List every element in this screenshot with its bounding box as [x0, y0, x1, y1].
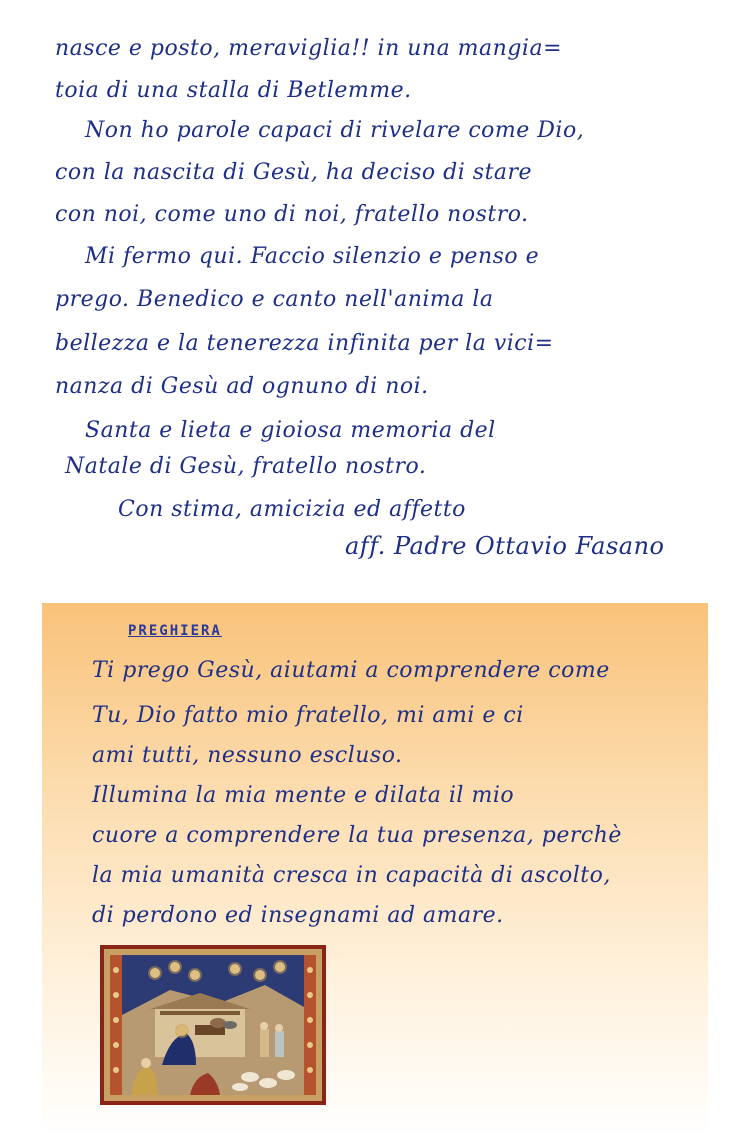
prayer-line: Ti prego Gesù, aiutami a comprendere come — [92, 658, 610, 683]
letter-line: con la nascita di Gesù, ha deciso di stare — [55, 160, 533, 185]
prayer-line: di perdono ed insegnami ad amare. — [92, 903, 504, 928]
prayer-line: ami tutti, nessuno escluso. — [92, 743, 403, 768]
letter-line: Natale di Gesù, fratello nostro. — [65, 454, 427, 479]
letter-line: nasce e posto, meraviglia!! in una mangia= — [55, 36, 562, 61]
letter-line: prego. Benedico e canto nell'anima la — [55, 287, 494, 312]
prayer-line: cuore a comprendere la tua presenza, perchè — [92, 823, 622, 848]
prayer-line: Tu, Dio fatto mio fratello, mi ami e ci — [92, 703, 524, 728]
letter-line: Santa e lieta e gioiosa memoria del — [85, 418, 496, 443]
signature: aff. Padre Ottavio Fasano — [345, 532, 665, 560]
letter-closing: Con stima, amicizia ed affetto — [118, 497, 466, 522]
nativity-painting — [100, 945, 326, 1105]
letter-line: nanza di Gesù ad ognuno di noi. — [55, 374, 429, 399]
letter-line: Mi fermo qui. Faccio silenzio e penso e — [85, 244, 540, 269]
nativity-painting-art — [100, 945, 326, 1105]
letter-line: toia di una stalla di Betlemme. — [55, 78, 412, 103]
prayer-line: la mia umanità cresca in capacità di ascolto, — [92, 863, 611, 888]
letter-line: con noi, come uno di noi, fratello nostro. — [55, 202, 529, 227]
letter-line: Non ho parole capaci di rivelare come Dio, — [85, 118, 585, 143]
letter-line: bellezza e la tenerezza infinita per la vici= — [55, 331, 554, 356]
prayer-line: Illumina la mia mente e dilata il mio — [92, 783, 515, 808]
prayer-title: PREGHIERA — [128, 623, 222, 639]
